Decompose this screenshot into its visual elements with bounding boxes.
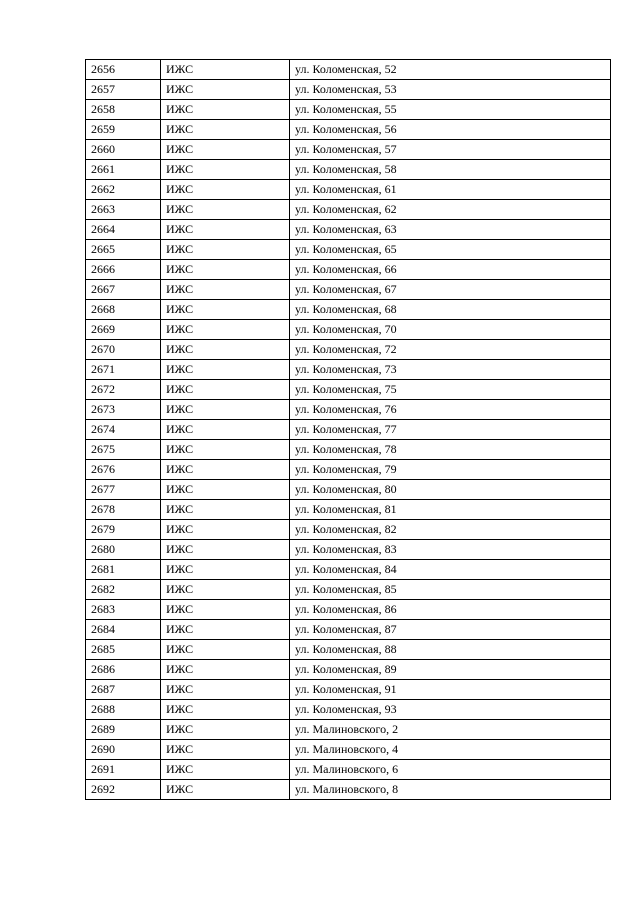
- address-cell: ул. Коломенская, 55: [290, 100, 611, 120]
- row-number-cell: 2659: [86, 120, 161, 140]
- address-cell: ул. Коломенская, 93: [290, 700, 611, 720]
- object-type-cell: ИЖС: [161, 600, 290, 620]
- table-row: [86, 240, 611, 260]
- row-number-cell: 2689: [86, 720, 161, 740]
- address-cell: ул. Коломенская, 86: [290, 600, 611, 620]
- row-number-cell: 2656: [86, 60, 161, 80]
- row-number-cell: 2665: [86, 240, 161, 260]
- address-cell: ул. Коломенская, 70: [290, 320, 611, 340]
- row-number-cell: 2681: [86, 560, 161, 580]
- object-type-cell: ИЖС: [161, 240, 290, 260]
- table-row: [86, 540, 611, 560]
- row-number-cell: 2658: [86, 100, 161, 120]
- address-cell: ул. Коломенская, 83: [290, 540, 611, 560]
- row-number-cell: 2683: [86, 600, 161, 620]
- object-type-cell: ИЖС: [161, 460, 290, 480]
- object-type-cell: ИЖС: [161, 180, 290, 200]
- table-row: [86, 600, 611, 620]
- row-number-cell: 2667: [86, 280, 161, 300]
- object-type-cell: ИЖС: [161, 580, 290, 600]
- address-cell: ул. Коломенская, 66: [290, 260, 611, 280]
- address-cell: ул. Коломенская, 76: [290, 400, 611, 420]
- row-number-cell: 2685: [86, 640, 161, 660]
- object-type-cell: ИЖС: [161, 720, 290, 740]
- table-row: [86, 140, 611, 160]
- table-row: [86, 360, 611, 380]
- table-row: [86, 520, 611, 540]
- row-number-cell: 2662: [86, 180, 161, 200]
- object-type-cell: ИЖС: [161, 520, 290, 540]
- address-cell: ул. Коломенская, 72: [290, 340, 611, 360]
- object-type-cell: ИЖС: [161, 300, 290, 320]
- address-cell: ул. Коломенская, 91: [290, 680, 611, 700]
- object-type-cell: ИЖС: [161, 320, 290, 340]
- address-cell: ул. Коломенская, 89: [290, 660, 611, 680]
- address-cell: ул. Коломенская, 65: [290, 240, 611, 260]
- object-type-cell: ИЖС: [161, 260, 290, 280]
- object-type-cell: ИЖС: [161, 700, 290, 720]
- table-row: [86, 280, 611, 300]
- address-cell: ул. Коломенская, 58: [290, 160, 611, 180]
- table-row: [86, 400, 611, 420]
- row-number-cell: 2657: [86, 80, 161, 100]
- table-row: [86, 780, 611, 800]
- address-cell: ул. Коломенская, 77: [290, 420, 611, 440]
- address-cell: ул. Коломенская, 73: [290, 360, 611, 380]
- row-number-cell: 2688: [86, 700, 161, 720]
- row-number-cell: 2680: [86, 540, 161, 560]
- object-type-cell: ИЖС: [161, 140, 290, 160]
- table-row: [86, 440, 611, 460]
- table-row: [86, 560, 611, 580]
- row-number-cell: 2682: [86, 580, 161, 600]
- row-number-cell: 2663: [86, 200, 161, 220]
- row-number-cell: 2668: [86, 300, 161, 320]
- row-number-cell: 2691: [86, 760, 161, 780]
- row-number-cell: 2679: [86, 520, 161, 540]
- row-number-cell: 2670: [86, 340, 161, 360]
- row-number-cell: 2678: [86, 500, 161, 520]
- table-row: [86, 80, 611, 100]
- object-type-cell: ИЖС: [161, 500, 290, 520]
- table-row: [86, 460, 611, 480]
- table-row: [86, 720, 611, 740]
- object-type-cell: ИЖС: [161, 80, 290, 100]
- table-row: [86, 640, 611, 660]
- object-type-cell: ИЖС: [161, 540, 290, 560]
- object-type-cell: ИЖС: [161, 620, 290, 640]
- object-type-cell: ИЖС: [161, 660, 290, 680]
- object-type-cell: ИЖС: [161, 680, 290, 700]
- object-type-cell: ИЖС: [161, 220, 290, 240]
- table-body: [86, 60, 611, 800]
- row-number-cell: 2687: [86, 680, 161, 700]
- row-number-cell: 2684: [86, 620, 161, 640]
- object-type-cell: ИЖС: [161, 340, 290, 360]
- object-type-cell: ИЖС: [161, 200, 290, 220]
- table-row: [86, 220, 611, 240]
- table-row: [86, 340, 611, 360]
- address-cell: ул. Коломенская, 67: [290, 280, 611, 300]
- address-cell: ул. Малиновского, 8: [290, 780, 611, 800]
- table-row: [86, 180, 611, 200]
- address-cell: ул. Коломенская, 68: [290, 300, 611, 320]
- table-row: [86, 300, 611, 320]
- table-row: [86, 500, 611, 520]
- table-row: [86, 760, 611, 780]
- object-type-cell: ИЖС: [161, 480, 290, 500]
- address-cell: ул. Коломенская, 61: [290, 180, 611, 200]
- table-row: [86, 480, 611, 500]
- row-number-cell: 2666: [86, 260, 161, 280]
- row-number-cell: 2671: [86, 360, 161, 380]
- address-cell: ул. Коломенская, 75: [290, 380, 611, 400]
- table-row: [86, 260, 611, 280]
- address-cell: ул. Коломенская, 84: [290, 560, 611, 580]
- object-type-cell: ИЖС: [161, 760, 290, 780]
- address-cell: ул. Коломенская, 57: [290, 140, 611, 160]
- table-row: [86, 420, 611, 440]
- address-cell: ул. Коломенская, 62: [290, 200, 611, 220]
- object-type-cell: ИЖС: [161, 360, 290, 380]
- object-type-cell: ИЖС: [161, 120, 290, 140]
- object-type-cell: ИЖС: [161, 60, 290, 80]
- row-number-cell: 2675: [86, 440, 161, 460]
- table-row: [86, 160, 611, 180]
- object-type-cell: ИЖС: [161, 440, 290, 460]
- object-type-cell: ИЖС: [161, 640, 290, 660]
- row-number-cell: 2664: [86, 220, 161, 240]
- address-cell: ул. Коломенская, 78: [290, 440, 611, 460]
- row-number-cell: 2677: [86, 480, 161, 500]
- address-cell: ул. Коломенская, 53: [290, 80, 611, 100]
- row-number-cell: 2673: [86, 400, 161, 420]
- address-cell: ул. Малиновского, 6: [290, 760, 611, 780]
- row-number-cell: 2690: [86, 740, 161, 760]
- object-type-cell: ИЖС: [161, 280, 290, 300]
- address-cell: ул. Коломенская, 81: [290, 500, 611, 520]
- address-cell: ул. Малиновского, 2: [290, 720, 611, 740]
- table-row: [86, 700, 611, 720]
- table-row: [86, 620, 611, 640]
- address-cell: ул. Коломенская, 85: [290, 580, 611, 600]
- address-cell: ул. Коломенская, 52: [290, 60, 611, 80]
- row-number-cell: 2672: [86, 380, 161, 400]
- row-number-cell: 2669: [86, 320, 161, 340]
- object-type-cell: ИЖС: [161, 740, 290, 760]
- row-number-cell: 2692: [86, 780, 161, 800]
- table-row: [86, 660, 611, 680]
- address-cell: ул. Коломенская, 80: [290, 480, 611, 500]
- table-row: [86, 120, 611, 140]
- address-table: [85, 59, 611, 800]
- address-cell: ул. Коломенская, 79: [290, 460, 611, 480]
- object-type-cell: ИЖС: [161, 100, 290, 120]
- table-row: [86, 680, 611, 700]
- row-number-cell: 2676: [86, 460, 161, 480]
- address-cell: ул. Коломенская, 82: [290, 520, 611, 540]
- object-type-cell: ИЖС: [161, 400, 290, 420]
- address-cell: ул. Коломенская, 56: [290, 120, 611, 140]
- table-row: [86, 380, 611, 400]
- address-cell: ул. Коломенская, 88: [290, 640, 611, 660]
- table-row: [86, 320, 611, 340]
- table-row: [86, 580, 611, 600]
- address-cell: ул. Малиновского, 4: [290, 740, 611, 760]
- row-number-cell: 2660: [86, 140, 161, 160]
- object-type-cell: ИЖС: [161, 160, 290, 180]
- object-type-cell: ИЖС: [161, 380, 290, 400]
- table-row: [86, 100, 611, 120]
- table-row: [86, 740, 611, 760]
- object-type-cell: ИЖС: [161, 560, 290, 580]
- row-number-cell: 2661: [86, 160, 161, 180]
- table-row: [86, 200, 611, 220]
- object-type-cell: ИЖС: [161, 780, 290, 800]
- table-row: [86, 60, 611, 80]
- address-cell: ул. Коломенская, 63: [290, 220, 611, 240]
- address-cell: ул. Коломенская, 87: [290, 620, 611, 640]
- row-number-cell: 2674: [86, 420, 161, 440]
- object-type-cell: ИЖС: [161, 420, 290, 440]
- row-number-cell: 2686: [86, 660, 161, 680]
